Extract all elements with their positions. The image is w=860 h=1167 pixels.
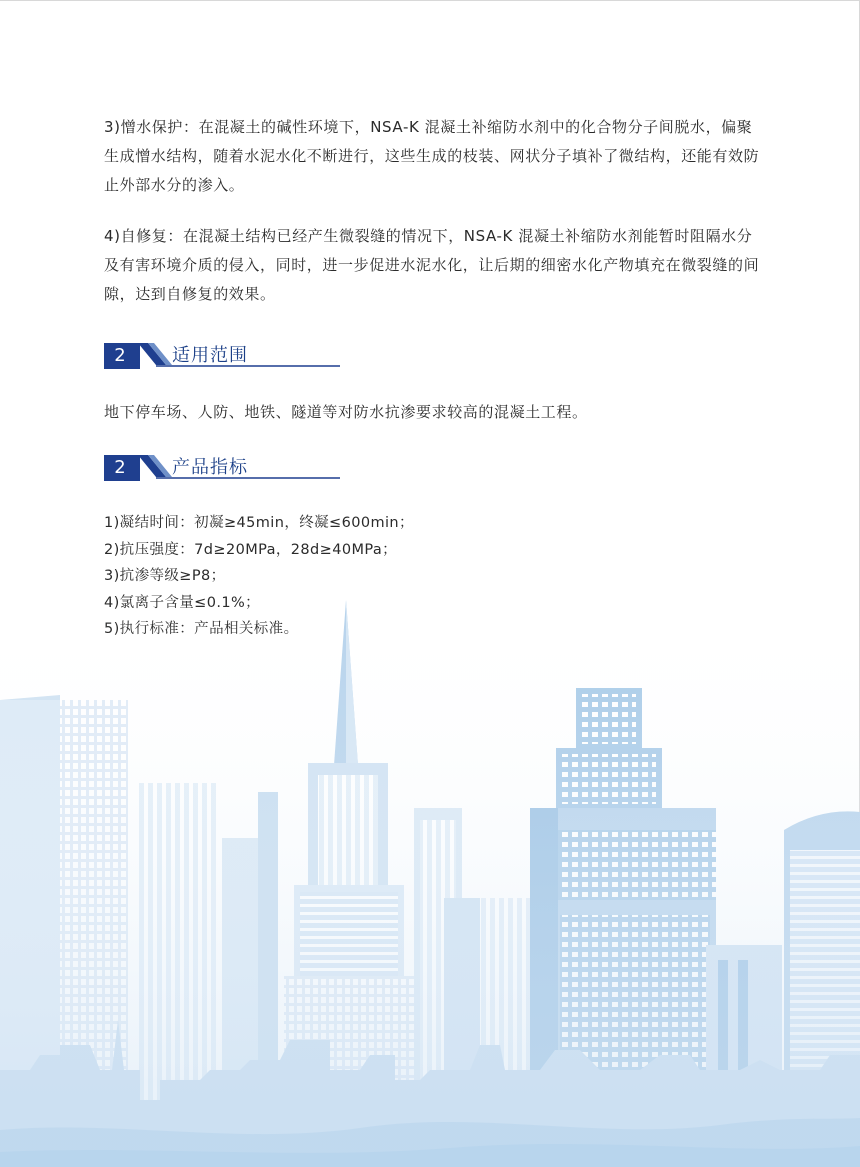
section-number-badge: 2	[114, 457, 126, 478]
section-title: 适用范围	[172, 345, 248, 366]
spec-item-setting-time: 1)凝结时间：初凝≥45min，终凝≤600min；	[104, 515, 414, 531]
section-header-specs	[104, 455, 340, 485]
section-title: 产品指标	[172, 457, 248, 478]
city-skyline-illustration	[0, 600, 860, 1167]
paragraph-self-healing: 4)自修复：在混凝土结构已经产生微裂缝的情况下，NSA-K 混凝土补缩防水剂能暂时阻隔水分及有害环境介质的侵入，同时，进一步促进水泥水化，让后期的细密水化产物填充在微裂缝的间隙，达到自修复的效果。	[104, 227, 760, 303]
paragraph-scope: 地下停车场、人防、地铁、隧道等对防水抗渗要求较高的混凝土工程。	[104, 403, 588, 421]
section-header-scope	[104, 343, 340, 373]
spec-item-compressive-strength: 2)抗压强度：7d≥20MPa，28d≥40MPa；	[104, 541, 398, 558]
paragraph-hydrophobic-protection: 3)憎水保护：在混凝土的碱性环境下，NSA-K 混凝土补缩防水剂中的化合物分子间脱水，偏聚生成憎水结构，随着水泥水化不断进行，这些生成的枝装、网状分子填补了微结构，还能有效防止外部水分的渗入。	[104, 118, 760, 194]
section-number-badge: 2	[114, 345, 126, 366]
spec-item-impermeability: 3)抗渗等级≥P8；	[104, 568, 226, 584]
